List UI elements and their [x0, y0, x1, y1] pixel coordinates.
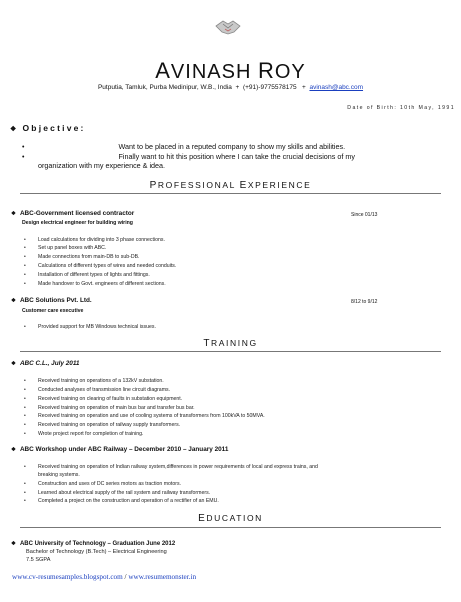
- bullet-icon: •: [24, 422, 26, 428]
- education-degree: Bachelor of Technology (B.Tech) – Electrical Engineering: [26, 549, 167, 555]
- job-role: Customer care executive: [22, 308, 84, 314]
- section-divider: [20, 527, 441, 528]
- objective-line: • Want to be placed in a reputed company to show my skills and abilities.: [22, 142, 346, 151]
- bullet-icon: •: [24, 263, 26, 269]
- section-divider: [20, 193, 441, 194]
- list-item-continuation: breaking systems.: [38, 472, 80, 478]
- section-divider: [20, 351, 441, 352]
- bullet-icon: •: [22, 154, 25, 161]
- bullet-icon: •: [24, 481, 26, 487]
- diamond-marker-icon: ❖: [10, 126, 19, 133]
- experience-heading: PROFESSIONAL EXPERIENCE: [149, 180, 312, 191]
- list-item: • Conducted analyses of transmission line circuit diagrams.: [24, 387, 171, 393]
- training-heading: TRAINING: [203, 338, 258, 349]
- list-item: • Received training on operation of Indian railway system,differences in power requirements of local and express trains, and: [24, 464, 318, 470]
- footer-link[interactable]: www.cv-resumesamples.blogspot.com: [12, 573, 123, 581]
- list-item: • Received training on operations of a 132kV substation.: [24, 378, 164, 384]
- objective-heading: ❖ Objective:: [10, 123, 86, 133]
- handshake-logo-icon: [214, 16, 242, 38]
- bullet-icon: •: [24, 254, 26, 260]
- list-item: • Learned about electrical supply of the rail system and railway transformers.: [24, 490, 211, 496]
- bullet-icon: •: [24, 237, 26, 243]
- list-item: • Made connections from main-DB to sub-DB.: [24, 254, 140, 260]
- list-item: • Completed a project on the construction and operation of a rectifier of an EMU.: [24, 498, 219, 504]
- list-item: • Made handover to Govt. engineers of different sections.: [24, 281, 166, 287]
- job-company: ❖ ABC-Government licensed contractor: [11, 210, 135, 217]
- bullet-icon: •: [22, 144, 25, 151]
- diamond-marker-icon: ❖: [11, 541, 16, 547]
- list-item: • Wrote project report for completion of training.: [24, 431, 144, 437]
- bullet-icon: •: [24, 490, 26, 496]
- bullet-icon: •: [24, 413, 26, 419]
- footer-links: www.cv-resumesamples.blogspot.com / www.resumemonster.in: [12, 573, 197, 581]
- training-title: ❖ ABC C.L., July 2011: [11, 360, 80, 367]
- list-item: • Received training on clearing of faults in substation equipment.: [24, 396, 183, 402]
- bullet-icon: •: [24, 378, 26, 384]
- contact-line: [0, 84, 461, 91]
- job-period: Since 01/13: [351, 212, 378, 218]
- bullet-icon: •: [24, 464, 26, 470]
- bullet-icon: •: [24, 272, 26, 278]
- separator-plus-icon: +: [235, 84, 240, 91]
- email-link[interactable]: avinash@abc.com: [309, 84, 364, 91]
- list-item: • Load calculations for dividing into 3 phase connections.: [24, 237, 165, 243]
- diamond-marker-icon: ❖: [11, 361, 16, 367]
- candidate-name: AVINASH ROY: [155, 58, 306, 83]
- bullet-icon: •: [24, 405, 26, 411]
- bullet-icon: •: [24, 387, 26, 393]
- job-period: 8/12 to 9/12: [351, 299, 378, 305]
- bullet-icon: •: [24, 431, 26, 437]
- education-score: 7.5 SGPA: [26, 557, 51, 563]
- diamond-marker-icon: ❖: [11, 298, 16, 304]
- training-title: ❖ ABC Workshop under ABC Railway – December 2010 – January 2011: [11, 446, 229, 453]
- bullet-icon: •: [24, 396, 26, 402]
- list-item: • Calculations of different types of wires and needed conduits.: [24, 263, 177, 269]
- education-heading: EDUCATION: [198, 513, 263, 524]
- date-of-birth: Date of Birth: 10th May, 1991: [347, 105, 455, 111]
- diamond-marker-icon: ❖: [11, 211, 16, 217]
- address: Putputia, Tamluk, Purba Medinipur, W.B., India: [97, 84, 232, 91]
- list-item: • Provided support for MB Windows technical issues.: [24, 324, 156, 330]
- list-item: • Installation of different types of lights and fittings.: [24, 272, 150, 278]
- job-role: Design electrical engineer for building wiring: [22, 220, 133, 226]
- list-item: • Set up panel boxes with ABC.: [24, 245, 107, 251]
- job-company: ❖ ABC Solutions Pvt. Ltd.: [11, 297, 92, 304]
- list-item: • Received training on operation of railway supply transformers.: [24, 422, 181, 428]
- objective-line: • Finally want to hit this position where I can take the crucial decisions of my: [22, 152, 355, 161]
- phone: (+91)-9775578175: [242, 84, 297, 91]
- diamond-marker-icon: ❖: [11, 447, 16, 453]
- list-item: • Construction and uses of DC series motors as traction motors.: [24, 481, 182, 487]
- separator-plus-icon: +: [302, 84, 306, 91]
- objective-line: organization with my experience & idea.: [38, 161, 166, 170]
- bullet-icon: •: [24, 324, 26, 330]
- bullet-icon: •: [24, 245, 26, 251]
- list-item: • Received training on operation of main bus bar and transfer bus bar.: [24, 405, 195, 411]
- education-title: ❖ ABC University of Technology – Graduation June 2012: [11, 541, 176, 547]
- bullet-icon: •: [24, 281, 26, 287]
- list-item: • Received training on operation and use of cooling systems of transformers from 100kVA to 50MVA.: [24, 413, 265, 419]
- footer-link[interactable]: www.resumemonster.in: [128, 573, 197, 581]
- bullet-icon: •: [24, 498, 26, 504]
